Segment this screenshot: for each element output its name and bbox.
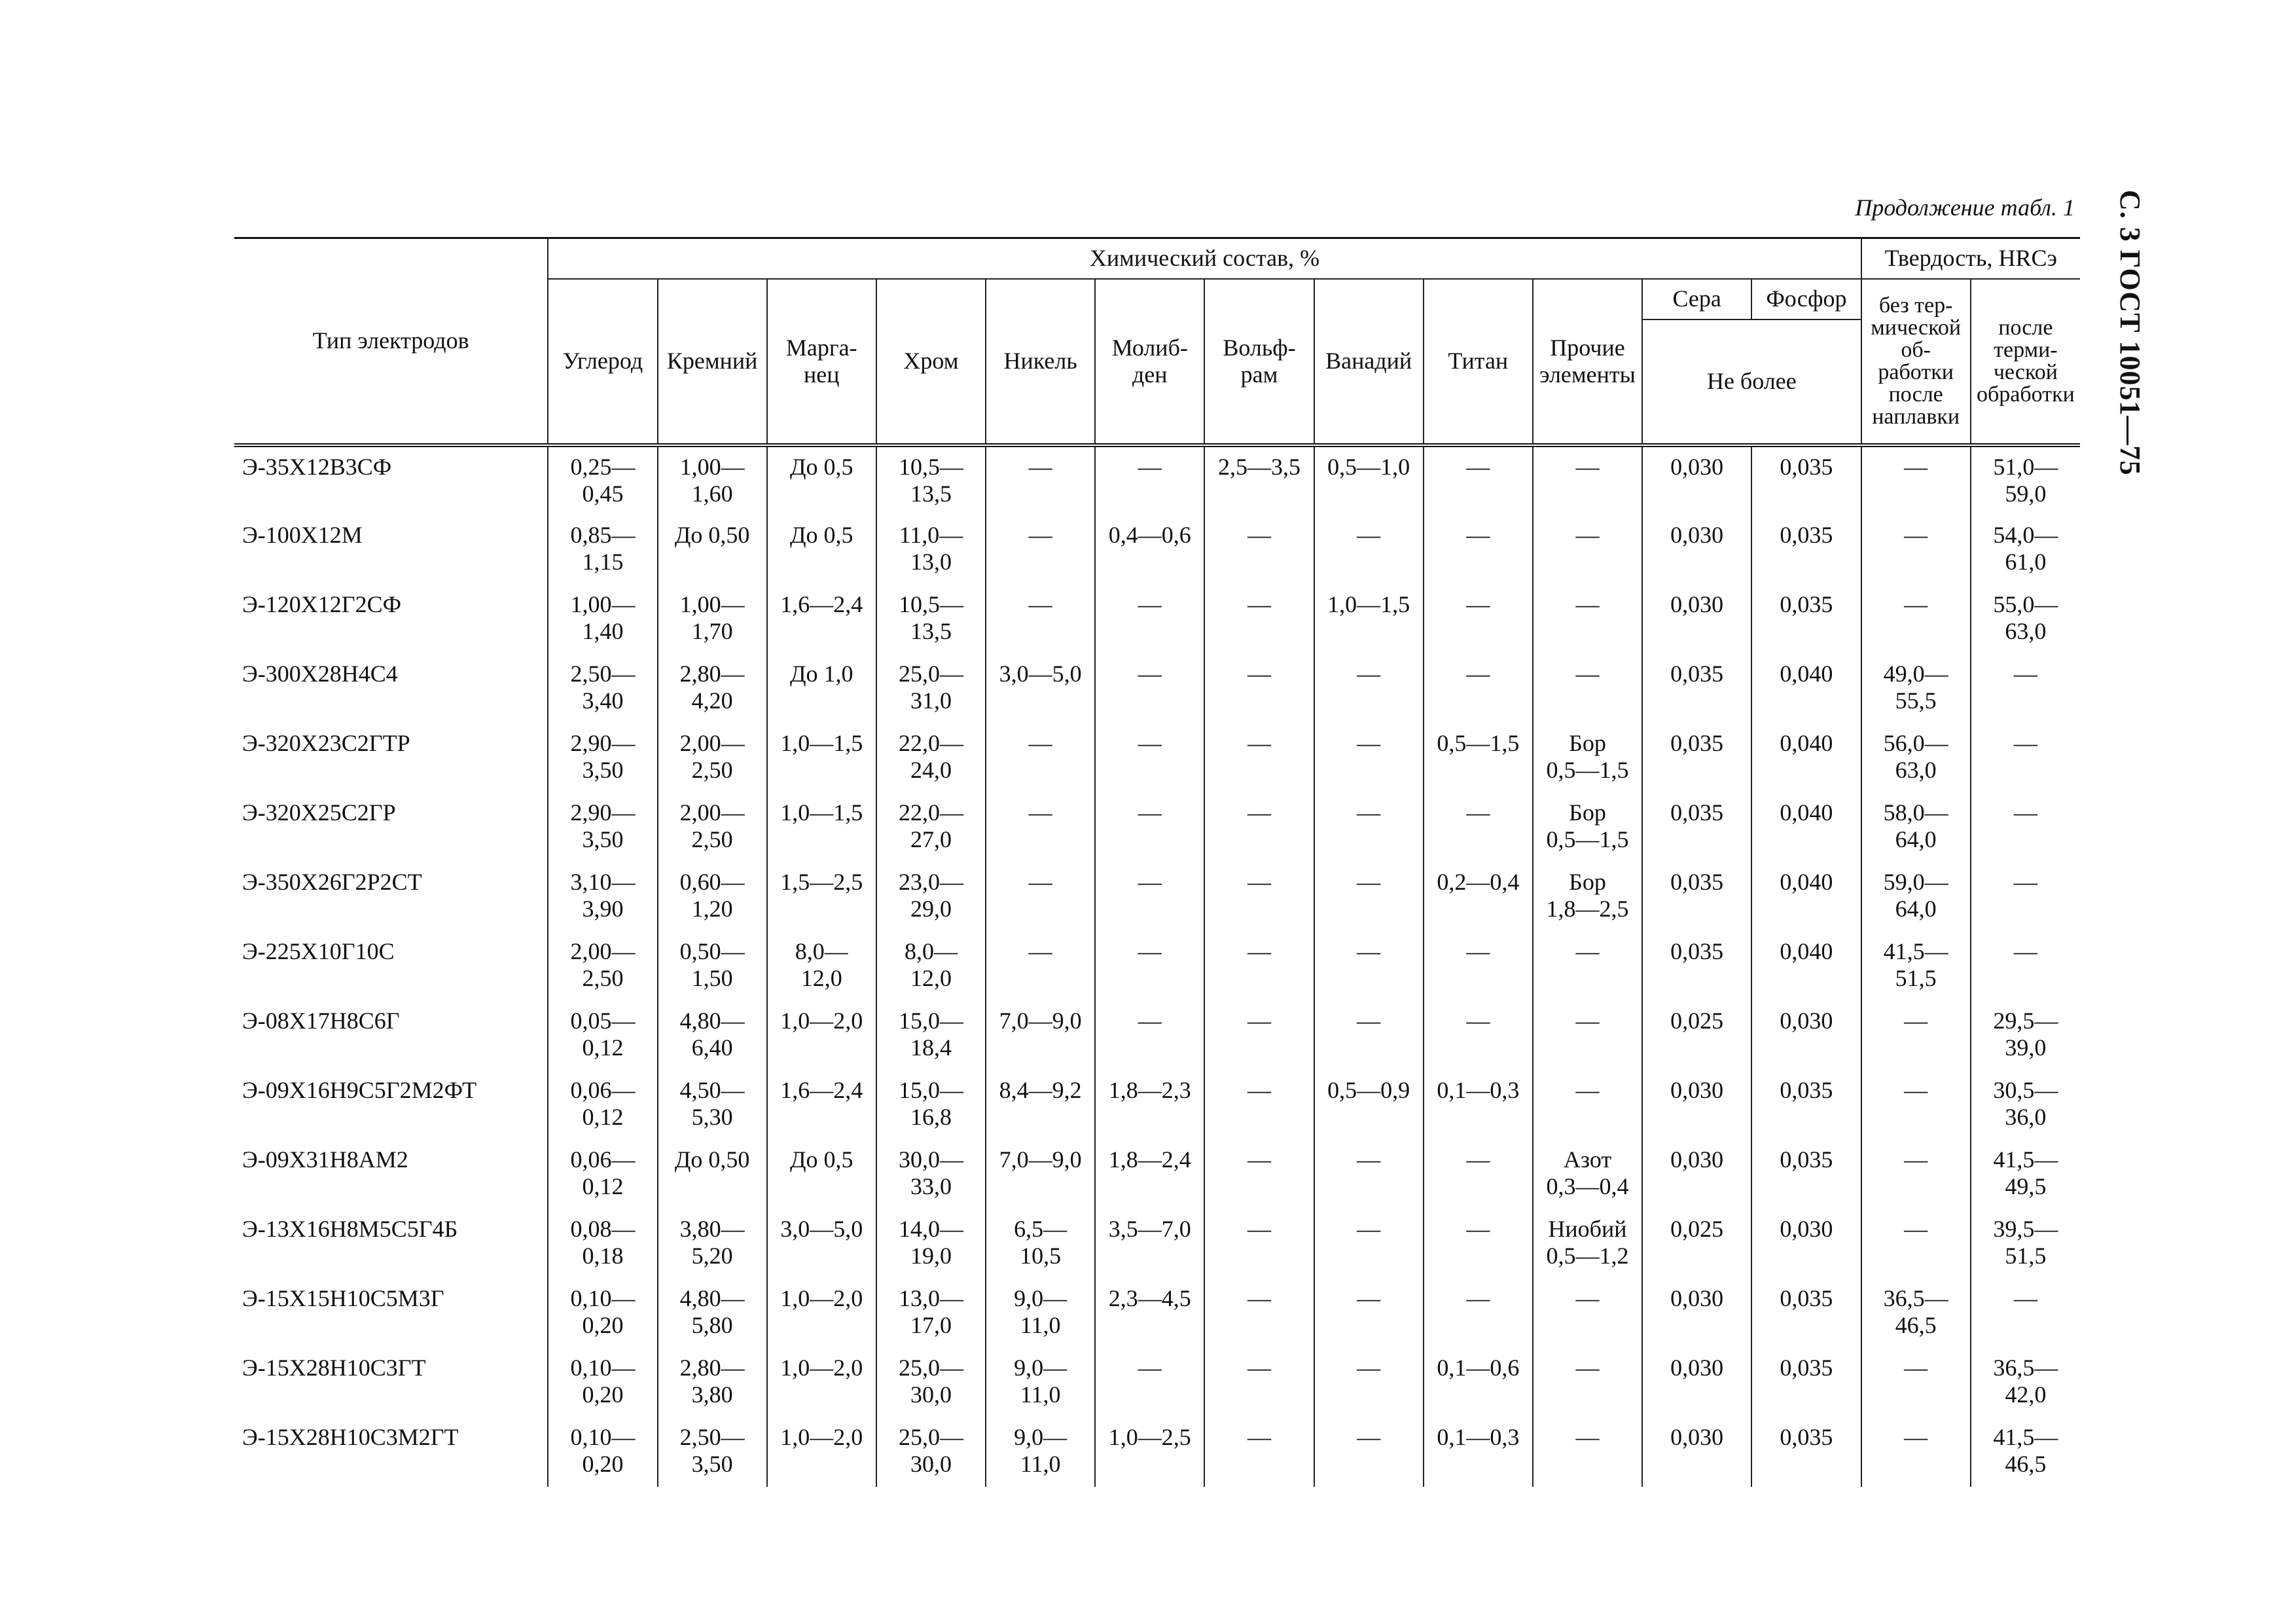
cell-chromium: 15,0— 16,8: [876, 1070, 986, 1140]
cell-carbon: 0,08— 0,18: [548, 1209, 657, 1279]
cell-hardness-no-heat: 56,0— 63,0: [1861, 723, 1971, 793]
cell-titanium: —: [1424, 1279, 1533, 1348]
table-row: [234, 515, 2080, 585]
cell-sulfur: 0,025: [1642, 1001, 1751, 1070]
cell-vanadium: —: [1314, 862, 1424, 932]
cell-tungsten: —: [1204, 654, 1314, 723]
cell-tungsten: —: [1204, 1070, 1314, 1140]
cell-tungsten: —: [1204, 793, 1314, 862]
cell-other-elements: —: [1533, 1417, 1642, 1487]
cell-tungsten: —: [1204, 862, 1314, 932]
cell-phosphorus: 0,035: [1751, 1140, 1861, 1209]
cell-hardness-after-heat: 39,5— 51,5: [1971, 1209, 2080, 1279]
cell-hardness-no-heat: —: [1861, 515, 1971, 585]
cell-electrode-type: Э-225Х10Г10С: [234, 932, 548, 1001]
cell-manganese: 1,6—2,4: [767, 1070, 876, 1140]
table-row: [234, 1070, 2080, 1140]
cell-molybdenum: —: [1095, 1001, 1204, 1070]
cell-molybdenum: —: [1095, 585, 1204, 654]
cell-other-elements: Бор 1,8—2,5: [1533, 862, 1642, 932]
cell-titanium: 0,1—0,3: [1424, 1417, 1533, 1487]
cell-molybdenum: 1,0—2,5: [1095, 1417, 1204, 1487]
cell-chromium: 25,0— 31,0: [876, 654, 986, 723]
cell-hardness-no-heat: —: [1861, 1209, 1971, 1279]
cell-vanadium: —: [1314, 793, 1424, 862]
cell-titanium: 0,5—1,5: [1424, 723, 1533, 793]
cell-other-elements: Бор 0,5—1,5: [1533, 723, 1642, 793]
cell-vanadium: 0,5—0,9: [1314, 1070, 1424, 1140]
cell-silicon: 1,00— 1,70: [658, 585, 767, 654]
cell-chromium: 10,5— 13,5: [876, 445, 986, 515]
header-not-more: Не более: [1642, 319, 1861, 445]
cell-phosphorus: 0,035: [1751, 445, 1861, 515]
cell-molybdenum: —: [1095, 862, 1204, 932]
cell-vanadium: —: [1314, 1209, 1424, 1279]
cell-sulfur: 0,030: [1642, 1348, 1751, 1417]
header-carbon: Углерод: [548, 279, 657, 445]
cell-titanium: —: [1424, 445, 1533, 515]
table-row: [234, 932, 2080, 1001]
cell-vanadium: —: [1314, 1348, 1424, 1417]
header-molybdenum: Молиб- ден: [1095, 279, 1204, 445]
cell-vanadium: —: [1314, 1279, 1424, 1348]
cell-manganese: 1,0—1,5: [767, 793, 876, 862]
cell-sulfur: 0,030: [1642, 1140, 1751, 1209]
cell-phosphorus: 0,035: [1751, 1279, 1861, 1348]
cell-manganese: До 1,0: [767, 654, 876, 723]
table-row: [234, 1140, 2080, 1209]
cell-hardness-no-heat: 49,0— 55,5: [1861, 654, 1971, 723]
table-row: [234, 1001, 2080, 1070]
cell-carbon: 0,10— 0,20: [548, 1279, 657, 1348]
cell-electrode-type: Э-300Х28Н4С4: [234, 654, 548, 723]
cell-nickel: —: [986, 862, 1095, 932]
cell-vanadium: —: [1314, 1140, 1424, 1209]
cell-manganese: 1,0—2,0: [767, 1279, 876, 1348]
cell-tungsten: —: [1204, 1348, 1314, 1417]
cell-other-elements: Азот 0,3—0,4: [1533, 1140, 1642, 1209]
cell-molybdenum: —: [1095, 932, 1204, 1001]
cell-other-elements: —: [1533, 1070, 1642, 1140]
cell-chromium: 22,0— 27,0: [876, 793, 986, 862]
cell-titanium: 0,1—0,6: [1424, 1348, 1533, 1417]
header-chemical-composition: Химический состав, %: [548, 238, 1861, 279]
cell-other-elements: —: [1533, 932, 1642, 1001]
cell-other-elements: —: [1533, 1348, 1642, 1417]
cell-phosphorus: 0,030: [1751, 1209, 1861, 1279]
cell-titanium: —: [1424, 585, 1533, 654]
cell-silicon: 2,80— 4,20: [658, 654, 767, 723]
cell-manganese: 1,0—2,0: [767, 1001, 876, 1070]
cell-hardness-after-heat: 55,0— 63,0: [1971, 585, 2080, 654]
cell-manganese: 1,0—2,0: [767, 1417, 876, 1487]
cell-other-elements: —: [1533, 1279, 1642, 1348]
cell-vanadium: —: [1314, 515, 1424, 585]
cell-carbon: 0,85— 1,15: [548, 515, 657, 585]
cell-titanium: —: [1424, 793, 1533, 862]
cell-titanium: —: [1424, 1001, 1533, 1070]
table-row: [234, 585, 2080, 654]
cell-molybdenum: 3,5—7,0: [1095, 1209, 1204, 1279]
cell-tungsten: 2,5—3,5: [1204, 445, 1314, 515]
cell-silicon: 4,80— 6,40: [658, 1001, 767, 1070]
cell-nickel: —: [986, 723, 1095, 793]
cell-phosphorus: 0,040: [1751, 723, 1861, 793]
cell-chromium: 30,0— 33,0: [876, 1140, 986, 1209]
cell-sulfur: 0,030: [1642, 1279, 1751, 1348]
cell-hardness-after-heat: —: [1971, 654, 2080, 723]
table-row: [234, 793, 2080, 862]
cell-tungsten: —: [1204, 1001, 1314, 1070]
cell-electrode-type: Э-320Х23С2ГТР: [234, 723, 548, 793]
cell-silicon: 0,50— 1,50: [658, 932, 767, 1001]
cell-chromium: 10,5— 13,5: [876, 585, 986, 654]
cell-molybdenum: —: [1095, 445, 1204, 515]
cell-electrode-type: Э-350Х26Г2Р2СТ: [234, 862, 548, 932]
cell-molybdenum: 1,8—2,3: [1095, 1070, 1204, 1140]
cell-nickel: 9,0— 11,0: [986, 1348, 1095, 1417]
cell-nickel: 8,4—9,2: [986, 1070, 1095, 1140]
cell-titanium: —: [1424, 932, 1533, 1001]
cell-hardness-after-heat: 30,5— 36,0: [1971, 1070, 2080, 1140]
cell-manganese: 1,5—2,5: [767, 862, 876, 932]
cell-silicon: 4,50— 5,30: [658, 1070, 767, 1140]
cell-other-elements: —: [1533, 445, 1642, 515]
cell-manganese: До 0,5: [767, 515, 876, 585]
cell-nickel: 9,0— 11,0: [986, 1279, 1095, 1348]
cell-titanium: —: [1424, 1209, 1533, 1279]
cell-titanium: —: [1424, 1140, 1533, 1209]
cell-silicon: 2,00— 2,50: [658, 723, 767, 793]
cell-manganese: До 0,5: [767, 445, 876, 515]
cell-manganese: 1,6—2,4: [767, 585, 876, 654]
cell-hardness-after-heat: —: [1971, 723, 2080, 793]
cell-silicon: 4,80— 5,80: [658, 1279, 767, 1348]
cell-molybdenum: —: [1095, 1348, 1204, 1417]
cell-vanadium: —: [1314, 1001, 1424, 1070]
cell-carbon: 0,10— 0,20: [548, 1348, 657, 1417]
header-other-elements: Прочие элементы: [1533, 279, 1642, 445]
cell-chromium: 14,0— 19,0: [876, 1209, 986, 1279]
table-row: [234, 1348, 2080, 1417]
cell-manganese: 1,0—2,0: [767, 1348, 876, 1417]
header-electrode-type: Тип электродов: [234, 238, 548, 445]
cell-vanadium: 1,0—1,5: [1314, 585, 1424, 654]
cell-nickel: —: [986, 585, 1095, 654]
table-row: [234, 862, 2080, 932]
cell-vanadium: —: [1314, 723, 1424, 793]
cell-other-elements: —: [1533, 515, 1642, 585]
cell-hardness-after-heat: 29,5— 39,0: [1971, 1001, 2080, 1070]
cell-tungsten: —: [1204, 1140, 1314, 1209]
cell-vanadium: —: [1314, 1417, 1424, 1487]
electrode-composition-table: [234, 237, 2080, 1487]
cell-sulfur: 0,030: [1642, 585, 1751, 654]
cell-tungsten: —: [1204, 1209, 1314, 1279]
cell-tungsten: —: [1204, 932, 1314, 1001]
cell-tungsten: —: [1204, 515, 1314, 585]
cell-carbon: 0,05— 0,12: [548, 1001, 657, 1070]
cell-phosphorus: 0,040: [1751, 862, 1861, 932]
header-tungsten: Вольф- рам: [1204, 279, 1314, 445]
cell-molybdenum: —: [1095, 654, 1204, 723]
cell-other-elements: —: [1533, 654, 1642, 723]
cell-carbon: 2,50— 3,40: [548, 654, 657, 723]
cell-carbon: 0,06— 0,12: [548, 1070, 657, 1140]
cell-silicon: 2,00— 2,50: [658, 793, 767, 862]
table-body: [234, 445, 2080, 1487]
header-phosphorus: Фосфор: [1751, 279, 1861, 319]
cell-hardness-no-heat: —: [1861, 1070, 1971, 1140]
cell-silicon: 3,80— 5,20: [658, 1209, 767, 1279]
cell-nickel: 7,0—9,0: [986, 1001, 1095, 1070]
cell-chromium: 23,0— 29,0: [876, 862, 986, 932]
cell-phosphorus: 0,035: [1751, 585, 1861, 654]
cell-molybdenum: —: [1095, 723, 1204, 793]
header-nickel: Никель: [986, 279, 1095, 445]
cell-silicon: 2,50— 3,50: [658, 1417, 767, 1487]
cell-electrode-type: Э-08Х17Н8С6Г: [234, 1001, 548, 1070]
cell-nickel: 7,0—9,0: [986, 1140, 1095, 1209]
cell-hardness-after-heat: 41,5— 46,5: [1971, 1417, 2080, 1487]
cell-carbon: 2,90— 3,50: [548, 723, 657, 793]
cell-silicon: 0,60— 1,20: [658, 862, 767, 932]
header-chromium: Хром: [876, 279, 986, 445]
cell-sulfur: 0,025: [1642, 1209, 1751, 1279]
cell-electrode-type: Э-15Х28Н10С3ГТ: [234, 1348, 548, 1417]
cell-silicon: 2,80— 3,80: [658, 1348, 767, 1417]
cell-sulfur: 0,030: [1642, 1070, 1751, 1140]
cell-other-elements: Бор 0,5—1,5: [1533, 793, 1642, 862]
cell-chromium: 8,0— 12,0: [876, 932, 986, 1001]
cell-chromium: 15,0— 18,4: [876, 1001, 986, 1070]
table-caption: Продолжение табл. 1: [1855, 194, 2075, 221]
cell-electrode-type: Э-09Х16Н9С5Г2М2ФТ: [234, 1070, 548, 1140]
cell-carbon: 0,25— 0,45: [548, 445, 657, 515]
cell-sulfur: 0,035: [1642, 654, 1751, 723]
cell-hardness-no-heat: 59,0— 64,0: [1861, 862, 1971, 932]
cell-sulfur: 0,035: [1642, 793, 1751, 862]
table-row: [234, 654, 2080, 723]
cell-other-elements: Ниобий 0,5—1,2: [1533, 1209, 1642, 1279]
cell-manganese: 3,0—5,0: [767, 1209, 876, 1279]
cell-titanium: 0,1—0,3: [1424, 1070, 1533, 1140]
cell-other-elements: —: [1533, 585, 1642, 654]
cell-sulfur: 0,030: [1642, 1417, 1751, 1487]
cell-silicon: До 0,50: [658, 515, 767, 585]
cell-sulfur: 0,035: [1642, 862, 1751, 932]
cell-sulfur: 0,030: [1642, 445, 1751, 515]
cell-manganese: 1,0—1,5: [767, 723, 876, 793]
cell-sulfur: 0,035: [1642, 723, 1751, 793]
cell-electrode-type: Э-09Х31Н8АМ2: [234, 1140, 548, 1209]
table-row: [234, 1209, 2080, 1279]
cell-carbon: 0,10— 0,20: [548, 1417, 657, 1487]
cell-hardness-no-heat: —: [1861, 585, 1971, 654]
cell-hardness-after-heat: —: [1971, 1279, 2080, 1348]
cell-chromium: 22,0— 24,0: [876, 723, 986, 793]
cell-hardness-after-heat: 51,0— 59,0: [1971, 445, 2080, 515]
table-row: [234, 1417, 2080, 1487]
header-vanadium: Ванадий: [1314, 279, 1424, 445]
cell-hardness-no-heat: 36,5— 46,5: [1861, 1279, 1971, 1348]
cell-electrode-type: Э-120Х12Г2СФ: [234, 585, 548, 654]
cell-electrode-type: Э-320Х25С2ГР: [234, 793, 548, 862]
cell-phosphorus: 0,035: [1751, 1348, 1861, 1417]
cell-carbon: 0,06— 0,12: [548, 1140, 657, 1209]
cell-nickel: 9,0— 11,0: [986, 1417, 1095, 1487]
side-header-text: С. 3 ГОСТ 10051—75: [2114, 190, 2146, 476]
cell-hardness-no-heat: 41,5— 51,5: [1861, 932, 1971, 1001]
cell-hardness-after-heat: —: [1971, 862, 2080, 932]
cell-phosphorus: 0,035: [1751, 1070, 1861, 1140]
cell-hardness-no-heat: —: [1861, 445, 1971, 515]
cell-molybdenum: —: [1095, 793, 1204, 862]
cell-vanadium: —: [1314, 932, 1424, 1001]
cell-phosphorus: 0,040: [1751, 793, 1861, 862]
header-hardness: Твердость, HRCэ: [1861, 238, 2080, 279]
header-silicon: Кремний: [658, 279, 767, 445]
cell-nickel: 6,5— 10,5: [986, 1209, 1095, 1279]
cell-phosphorus: 0,035: [1751, 515, 1861, 585]
cell-nickel: —: [986, 932, 1095, 1001]
cell-hardness-no-heat: —: [1861, 1348, 1971, 1417]
cell-hardness-after-heat: 41,5— 49,5: [1971, 1140, 2080, 1209]
cell-manganese: 8,0— 12,0: [767, 932, 876, 1001]
cell-sulfur: 0,035: [1642, 932, 1751, 1001]
cell-carbon: 2,90— 3,50: [548, 793, 657, 862]
cell-hardness-after-heat: —: [1971, 932, 2080, 1001]
header-sulfur: Сера: [1642, 279, 1751, 319]
cell-nickel: —: [986, 445, 1095, 515]
header-hardness-after-heat-treatment: после терми- ческой обработки: [1971, 279, 2080, 445]
cell-carbon: 1,00— 1,40: [548, 585, 657, 654]
cell-titanium: 0,2—0,4: [1424, 862, 1533, 932]
cell-hardness-no-heat: —: [1861, 1417, 1971, 1487]
cell-hardness-after-heat: 36,5— 42,0: [1971, 1348, 2080, 1417]
cell-carbon: 2,00— 2,50: [548, 932, 657, 1001]
cell-molybdenum: 2,3—4,5: [1095, 1279, 1204, 1348]
cell-electrode-type: Э-35Х12В3СФ: [234, 445, 548, 515]
page-side-header: [2114, 190, 2151, 491]
cell-vanadium: —: [1314, 654, 1424, 723]
cell-carbon: 3,10— 3,90: [548, 862, 657, 932]
cell-hardness-after-heat: —: [1971, 793, 2080, 862]
cell-tungsten: —: [1204, 1417, 1314, 1487]
cell-electrode-type: Э-13Х16Н8М5С5Г4Б: [234, 1209, 548, 1279]
table-row: [234, 723, 2080, 793]
cell-sulfur: 0,030: [1642, 515, 1751, 585]
cell-manganese: До 0,5: [767, 1140, 876, 1209]
cell-tungsten: —: [1204, 585, 1314, 654]
cell-nickel: —: [986, 515, 1095, 585]
cell-other-elements: —: [1533, 1001, 1642, 1070]
cell-chromium: 11,0— 13,0: [876, 515, 986, 585]
cell-hardness-no-heat: 58,0— 64,0: [1861, 793, 1971, 862]
cell-titanium: —: [1424, 515, 1533, 585]
cell-electrode-type: Э-15Х15Н10С5М3Г: [234, 1279, 548, 1348]
cell-silicon: До 0,50: [658, 1140, 767, 1209]
cell-nickel: —: [986, 793, 1095, 862]
cell-electrode-type: Э-100Х12М: [234, 515, 548, 585]
cell-tungsten: —: [1204, 1279, 1314, 1348]
header-hardness-no-heat-treatment: без тер- мической об- работки после наплавки: [1861, 279, 1971, 445]
cell-molybdenum: 0,4—0,6: [1095, 515, 1204, 585]
header-manganese: Марга- нец: [767, 279, 876, 445]
cell-nickel: 3,0—5,0: [986, 654, 1095, 723]
cell-vanadium: 0,5—1,0: [1314, 445, 1424, 515]
table-row: [234, 1279, 2080, 1348]
cell-phosphorus: 0,040: [1751, 654, 1861, 723]
cell-phosphorus: 0,035: [1751, 1417, 1861, 1487]
cell-tungsten: —: [1204, 723, 1314, 793]
table-row: [234, 445, 2080, 515]
header-titanium: Титан: [1424, 279, 1533, 445]
cell-hardness-no-heat: —: [1861, 1140, 1971, 1209]
cell-chromium: 25,0— 30,0: [876, 1348, 986, 1417]
cell-hardness-no-heat: —: [1861, 1001, 1971, 1070]
cell-titanium: —: [1424, 654, 1533, 723]
cell-phosphorus: 0,040: [1751, 932, 1861, 1001]
cell-hardness-after-heat: 54,0— 61,0: [1971, 515, 2080, 585]
cell-silicon: 1,00— 1,60: [658, 445, 767, 515]
cell-electrode-type: Э-15Х28Н10С3М2ГТ: [234, 1417, 548, 1487]
cell-phosphorus: 0,030: [1751, 1001, 1861, 1070]
cell-chromium: 13,0— 17,0: [876, 1279, 986, 1348]
cell-molybdenum: 1,8—2,4: [1095, 1140, 1204, 1209]
cell-chromium: 25,0— 30,0: [876, 1417, 986, 1487]
